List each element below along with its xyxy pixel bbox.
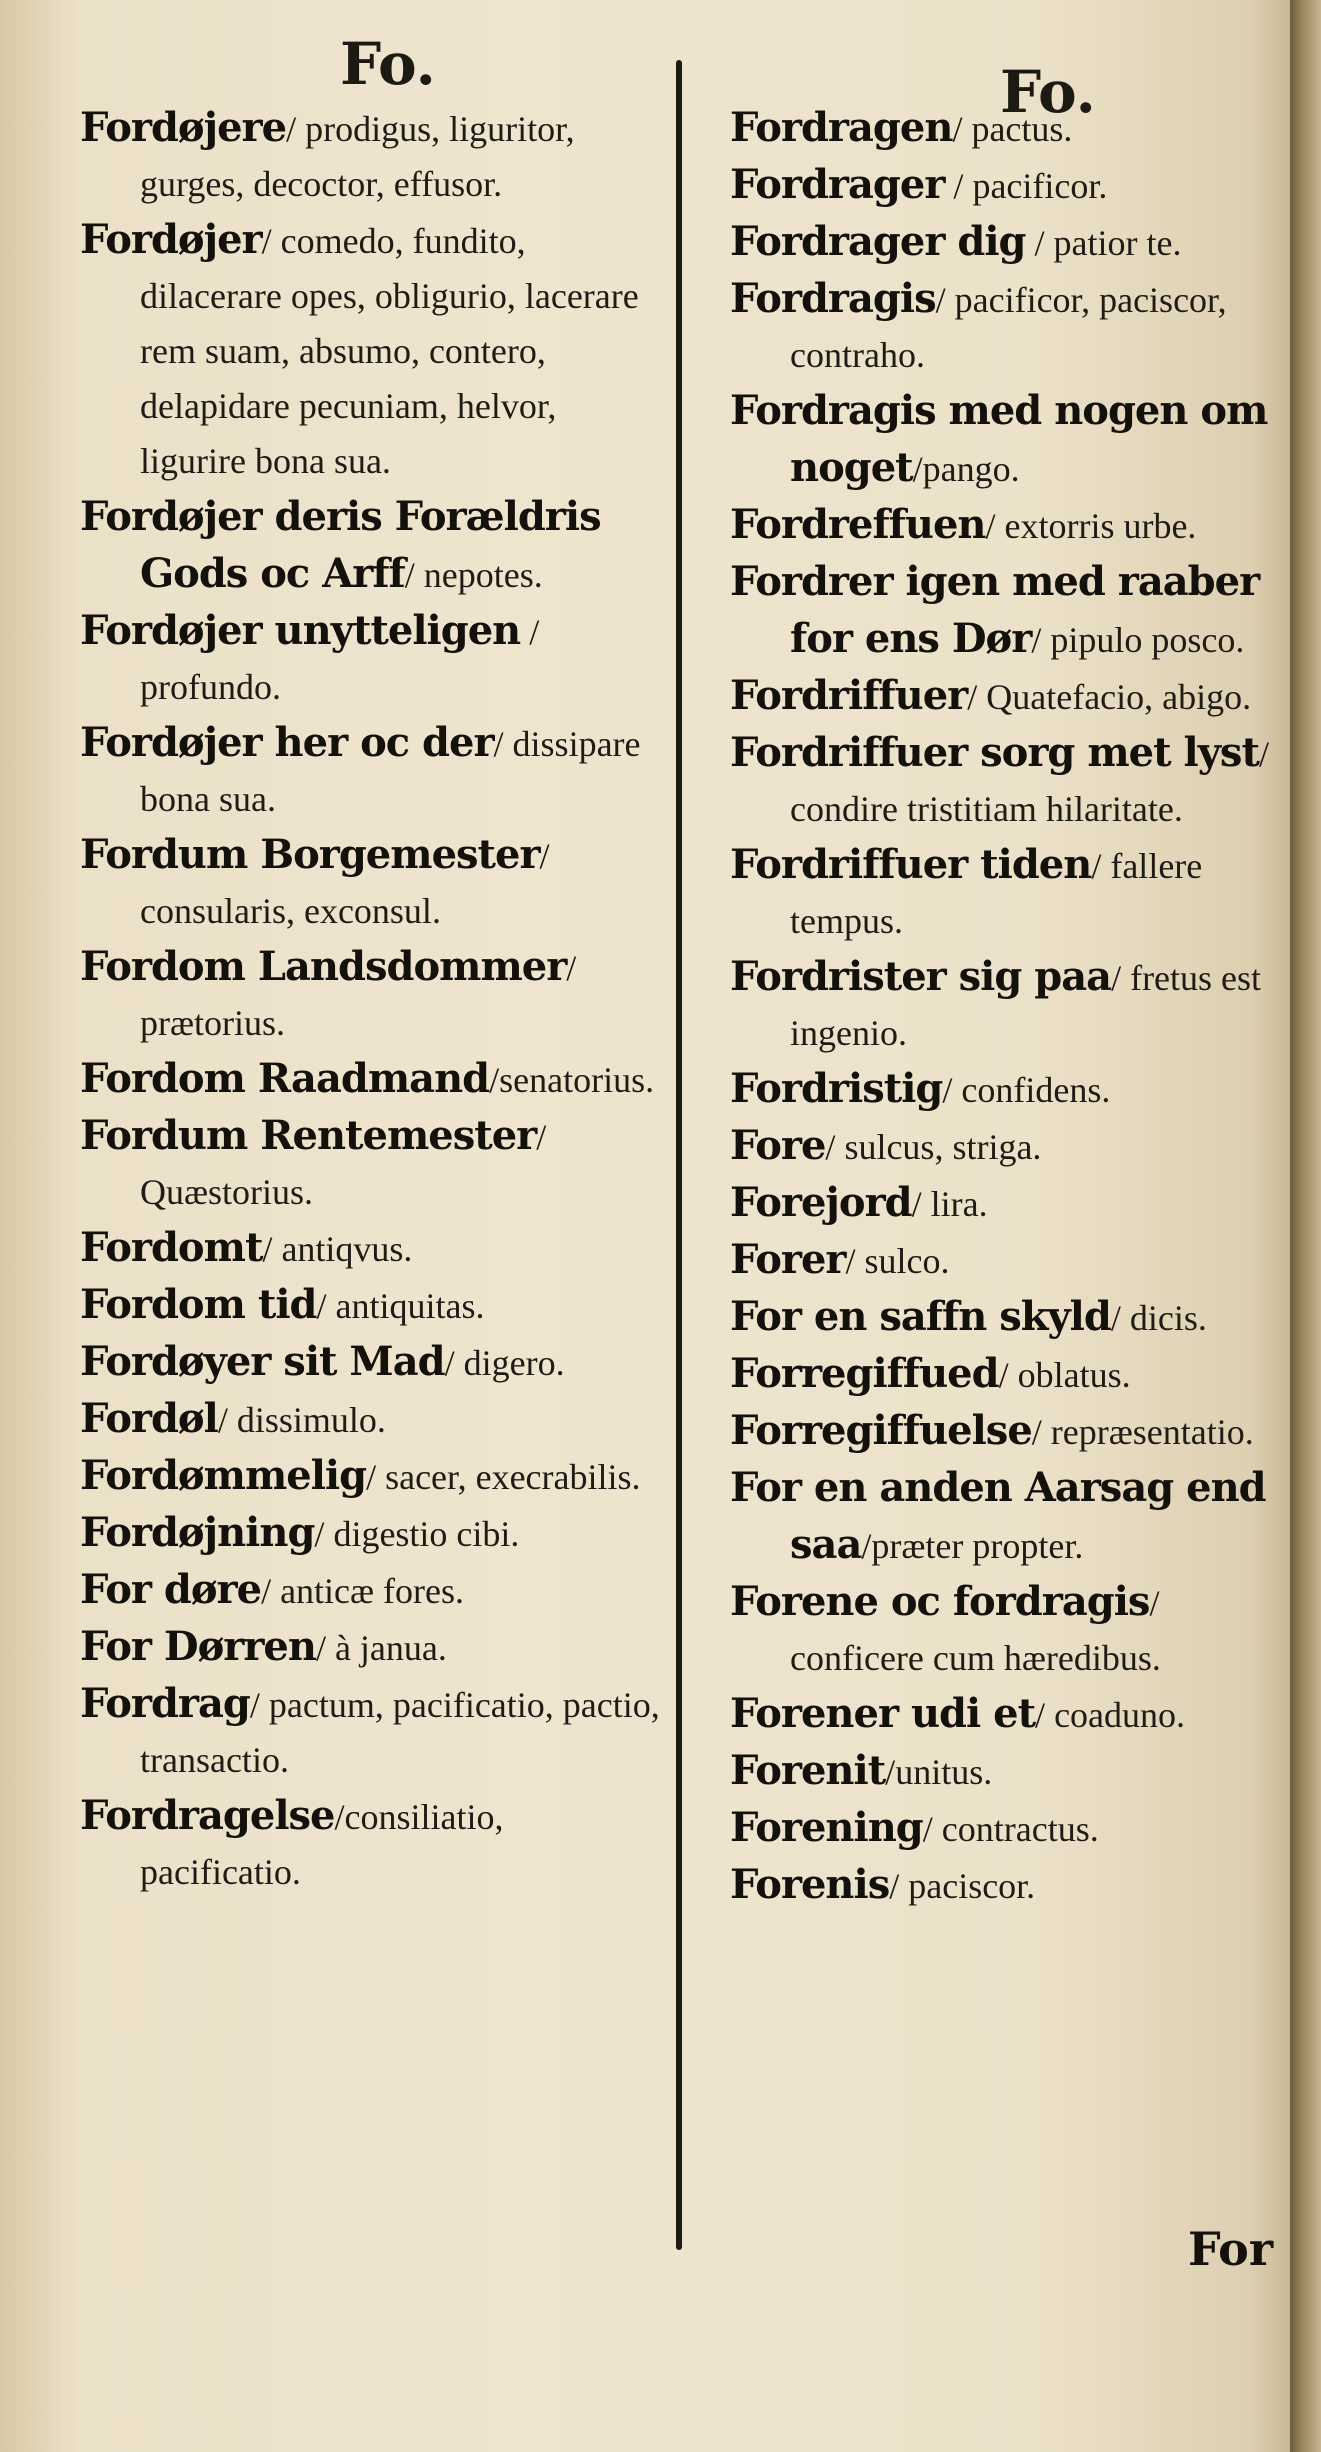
entry-headword: Fordragis (730, 275, 936, 322)
entry-headword: Fordreffuen (730, 501, 986, 548)
running-head-right: Fo. (1000, 58, 1096, 126)
entry-headword: Forene oc fordragis (730, 1578, 1150, 1625)
dictionary-entry (80, 1051, 670, 1108)
entry-headword: Fordum Borgemester (80, 831, 540, 878)
entry-separator: / (1031, 1412, 1042, 1452)
entry-headword: Fordrager (730, 161, 945, 208)
entry-definition: prodigus, liguritor, gurges, decoctor, effusor. (140, 109, 575, 204)
dictionary-entry (80, 1334, 670, 1391)
dictionary-entry (730, 100, 1290, 157)
entry-definition: coaduno. (1045, 1695, 1186, 1735)
entry-definition: repræsentatio. (1041, 1412, 1254, 1452)
entry-separator: / (536, 1117, 547, 1157)
entry-headword: For døre (80, 1566, 262, 1613)
left-column (80, 100, 670, 1900)
entry-definition: dissimulo. (227, 1400, 386, 1440)
entry-headword: Fordragelse (80, 1792, 335, 1839)
entry-separator: / (334, 1797, 345, 1837)
dictionary-entry (730, 949, 1290, 1061)
entry-separator: / (912, 449, 923, 489)
entry-separator: / (315, 1628, 326, 1668)
entry-definition: conficere cum hæredibus. (790, 1638, 1161, 1678)
entry-headword: Fordrag (80, 1680, 250, 1727)
entry-definition: nepotes. (414, 555, 543, 595)
entry-separator: / (1149, 1583, 1160, 1623)
entry-separator: / (861, 1526, 872, 1566)
entry-headword: Fordrer igen med raaber for ens Dør (730, 558, 1260, 662)
entry-definition: præter propter. (871, 1526, 1084, 1566)
entry-definition: lira. (921, 1184, 988, 1224)
entry-separator: / (1258, 734, 1269, 774)
entry-separator: / (520, 612, 540, 652)
entry-definition: senatorius. (499, 1060, 655, 1100)
entry-headword: For en anden Aarsag end saa (730, 1464, 1266, 1568)
dictionary-entry (80, 1220, 670, 1277)
entry-separator: / (1091, 846, 1102, 886)
entry-separator: / (942, 1070, 953, 1110)
entry-definition: pactum, pacificatio, pactio, transactio. (140, 1685, 660, 1780)
entry-separator: / (249, 1685, 260, 1725)
entry-definition: anticæ fores. (271, 1571, 465, 1611)
entry-definition: sulco. (855, 1241, 950, 1281)
dictionary-entry (730, 668, 1290, 725)
dictionary-entry (80, 1505, 670, 1562)
entry-definition: pango. (922, 449, 1020, 489)
entry-definition: fretus est ingenio. (790, 958, 1262, 1053)
entry-headword: Fordrister sig paa (730, 953, 1112, 1000)
entry-definition: extorris urbe. (995, 506, 1197, 546)
entry-separator: / (489, 1060, 500, 1100)
entry-separator: / (967, 677, 978, 717)
running-head-left: Fo. (340, 30, 436, 98)
entry-separator: / (1110, 1298, 1121, 1338)
entry-separator: / (1035, 1695, 1046, 1735)
entry-definition: digero. (454, 1343, 565, 1383)
entry-separator: / (911, 1184, 922, 1224)
entry-definition: consiliatio, pacificatio. (140, 1797, 504, 1892)
entry-definition: patior te. (1044, 223, 1182, 263)
entry-definition: unitus. (895, 1752, 993, 1792)
entry-separator: / (261, 221, 272, 261)
entry-headword: Fordøyer sit Mad (80, 1338, 445, 1385)
entry-separator: / (539, 836, 550, 876)
entry-definition: profundo. (140, 667, 281, 707)
entry-definition: digestio cibi. (324, 1514, 520, 1554)
dictionary-entry (80, 100, 670, 212)
dictionary-entry (80, 603, 670, 715)
entry-separator: / (935, 280, 946, 320)
entry-definition: pacificor. (963, 166, 1108, 206)
entry-definition: sacer, execrabilis. (376, 1457, 641, 1497)
entry-definition: contractus. (932, 1809, 1099, 1849)
dictionary-entry (80, 212, 670, 489)
dictionary-entry (730, 214, 1290, 271)
column-divider (676, 60, 682, 2250)
dictionary-entry (730, 1800, 1290, 1857)
dictionary-entry (80, 1277, 670, 1334)
entry-headword: Fordøjer deris Forældris Gods oc Arff (80, 493, 601, 597)
entry-headword: Forener udi et (730, 1690, 1036, 1737)
entry-separator: / (922, 1809, 933, 1849)
entry-separator: / (889, 1866, 900, 1906)
entry-headword: Fordragis med nogen om noget (730, 387, 1268, 491)
entry-headword: Forenis (730, 1861, 890, 1908)
dictionary-entry (80, 1619, 670, 1676)
right-column (730, 100, 1290, 1914)
entry-headword: For Dørren (80, 1623, 316, 1670)
entry-headword: Fordøjer unytteligen (80, 607, 521, 654)
entry-separator: / (998, 1355, 1009, 1395)
entry-headword: Forer (730, 1236, 846, 1283)
entry-headword: Fordøjning (80, 1509, 315, 1556)
dictionary-entry (730, 554, 1290, 668)
entry-separator: / (566, 948, 577, 988)
dictionary-entry (80, 715, 670, 827)
entry-headword: Fordom Landsdommer (80, 943, 567, 990)
entry-separator: / (314, 1514, 325, 1554)
entry-definition: antiqvus. (272, 1229, 413, 1269)
entry-definition: dicis. (1120, 1298, 1207, 1338)
entry-separator: / (366, 1457, 377, 1497)
entry-definition: comedo, fundito, dilacerare opes, obligurio, lacerare rem suam, absumo, contero, delapidare pecuniam, helvor, ligurire bona sua. (140, 221, 639, 481)
entry-definition: prætorius. (140, 1003, 286, 1043)
dictionary-entry (730, 1460, 1290, 1574)
dictionary-entry (730, 497, 1290, 554)
dictionary-entry (730, 725, 1290, 837)
entry-definition: Quæstorius. (140, 1172, 314, 1212)
entry-separator: / (261, 1571, 272, 1611)
entry-definition: antiquitas. (326, 1286, 485, 1326)
entry-separator: / (1111, 958, 1122, 998)
entry-headword: Fordragen (730, 104, 953, 151)
entry-headword: Fordom Raadmand (80, 1055, 490, 1102)
entry-definition: sulcus, striga. (835, 1127, 1042, 1167)
entry-headword: Fore (730, 1122, 826, 1169)
entry-separator: / (1025, 223, 1045, 263)
dictionary-entry (80, 1562, 670, 1619)
entry-headword: Fordøl (80, 1395, 218, 1442)
entry-headword: Fordøjer (80, 216, 262, 263)
dictionary-entry (730, 1686, 1290, 1743)
dictionary-entry (80, 1108, 670, 1220)
dictionary-entry (730, 271, 1290, 383)
dictionary-entry (730, 1061, 1290, 1118)
entry-definition: pacificor, paciscor, contraho. (790, 280, 1227, 375)
dictionary-entry (80, 1391, 670, 1448)
dictionary-entry (730, 383, 1290, 497)
entry-separator: / (404, 555, 415, 595)
dictionary-entry (730, 1232, 1290, 1289)
entry-separator: / (262, 1229, 273, 1269)
entry-definition: fallere tempus. (790, 846, 1203, 941)
entry-definition: dissipare bona sua. (140, 724, 641, 819)
dictionary-entry (730, 1857, 1290, 1914)
entry-definition: condire tristitiam hilaritate. (790, 789, 1183, 829)
entry-separator: / (944, 166, 964, 206)
entry-headword: Fordum Rentemester (80, 1112, 537, 1159)
entry-definition: paciscor. (899, 1866, 1036, 1906)
catchword: For (1188, 2222, 1274, 2276)
entry-headword: Forenit (730, 1747, 886, 1794)
dictionary-entry (730, 1118, 1290, 1175)
entry-definition: à janua. (325, 1628, 447, 1668)
entry-headword: Fordriffuer (730, 672, 968, 719)
entry-separator: / (444, 1343, 455, 1383)
entry-headword: Fordom tid (80, 1281, 317, 1328)
entry-headword: Fordøjer her oc der (80, 719, 494, 766)
entry-definition: pipulo posco. (1041, 620, 1245, 660)
dictionary-entry (730, 1743, 1290, 1800)
entry-headword: Fordristig (730, 1065, 943, 1112)
dictionary-entry (730, 837, 1290, 949)
entry-separator: / (985, 506, 996, 546)
entry-definition: confidens. (952, 1070, 1111, 1110)
entry-separator: / (885, 1752, 896, 1792)
dictionary-entry (80, 489, 670, 603)
dictionary-entry (80, 827, 670, 939)
entry-separator: / (845, 1241, 856, 1281)
entry-definition: Quatefacio, abigo. (977, 677, 1252, 717)
entry-separator: / (286, 109, 297, 149)
dictionary-entry (80, 1448, 670, 1505)
dictionary-entry (80, 1676, 670, 1788)
entry-headword: Forening (730, 1804, 923, 1851)
entry-headword: Fordriffuer tiden (730, 841, 1092, 888)
entry-definition: consularis, exconsul. (140, 891, 441, 931)
page-edge-shadow (1290, 0, 1321, 2452)
dictionary-entry (80, 1788, 670, 1900)
entry-separator: / (825, 1127, 836, 1167)
dictionary-entry (730, 1289, 1290, 1346)
entry-headword: Fordriffuer sorg met lyst (730, 729, 1259, 776)
dictionary-entry (730, 157, 1290, 214)
dictionary-entry (730, 1175, 1290, 1232)
dictionary-entry (80, 939, 670, 1051)
entry-headword: Fordomt (80, 1224, 263, 1271)
dictionary-entry (730, 1574, 1290, 1686)
entry-headword: Forregiffued (730, 1350, 999, 1397)
entry-headword: For en saffn skyld (730, 1293, 1111, 1340)
entry-separator: / (952, 109, 963, 149)
dictionary-entry (730, 1403, 1290, 1460)
entry-separator: / (1031, 620, 1042, 660)
entry-headword: Fordømmelig (80, 1452, 367, 1499)
entry-separator: / (493, 724, 504, 764)
entry-headword: Forejord (730, 1179, 912, 1226)
entry-separator: / (217, 1400, 228, 1440)
entry-headword: Fordrager dig (730, 218, 1026, 265)
entry-separator: / (316, 1286, 327, 1326)
entry-definition: oblatus. (1008, 1355, 1131, 1395)
entry-headword: Fordøjere (80, 104, 287, 151)
entry-headword: Forregiffuelse (730, 1407, 1032, 1454)
dictionary-entry (730, 1346, 1290, 1403)
entry-definition: pactus. (962, 109, 1073, 149)
